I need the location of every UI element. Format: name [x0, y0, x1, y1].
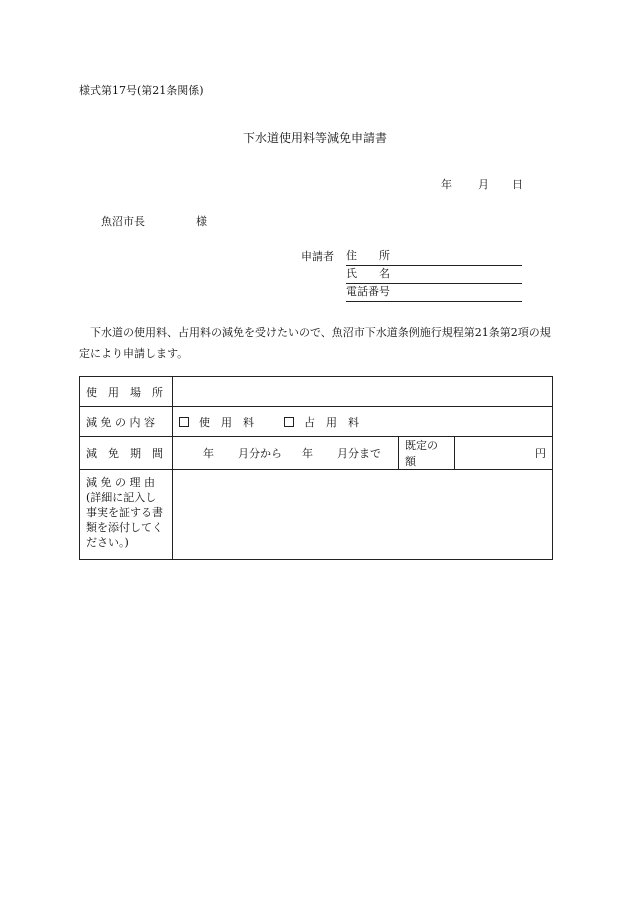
- location-field[interactable]: [173, 377, 553, 407]
- phone-label: 電話番号: [346, 285, 390, 298]
- table-row-period: [80, 437, 553, 470]
- reason-label-line: 事実を証する書: [86, 506, 163, 519]
- period-month-to: 月分まで: [337, 447, 381, 460]
- page-title: 下水道使用料等減免申請書: [242, 131, 387, 145]
- form-number: 様式第17号(第21条関係): [79, 84, 204, 97]
- period-year-to: 年: [302, 447, 313, 460]
- location-label: 使 用 場 所: [80, 377, 173, 407]
- period-month-from: 月分から: [238, 447, 282, 460]
- table-row-content: [80, 407, 553, 437]
- date-day-label: 日: [512, 178, 523, 191]
- content-label: 減 免 の 内 容: [80, 407, 173, 437]
- period-label: 減 免 期 間: [80, 437, 173, 470]
- name-label: 氏 名: [346, 267, 390, 280]
- content-field: [173, 407, 553, 437]
- table-row-reason: [80, 470, 553, 560]
- amount-unit: 円: [535, 447, 547, 460]
- option-usage-fee-label: 使 用 料: [199, 415, 254, 429]
- option-occupancy-fee[interactable]: [284, 414, 359, 430]
- applicant-label: 申請者: [301, 250, 334, 263]
- addressee-name: 魚沼市長: [101, 215, 145, 228]
- checkbox-usage-fee[interactable]: [179, 417, 189, 427]
- reason-label-line: ださい。): [86, 536, 129, 549]
- amount-field[interactable]: [455, 437, 553, 470]
- amount-label: 既定の額: [399, 437, 455, 470]
- body-text: 下水道の使用料、占用料の減免を受けたいので、魚沼市下水道条例施行規程第21条第2項の規定により申請します。: [79, 326, 551, 360]
- period-year-from: 年: [203, 447, 214, 460]
- reason-label: [80, 470, 173, 560]
- reason-label-line: (詳細に記入し: [86, 491, 157, 504]
- applicant-phone-field[interactable]: [346, 283, 522, 302]
- table-row-location: [80, 377, 553, 407]
- applicant-name-field[interactable]: [346, 265, 522, 284]
- addressee-honorific: 様: [196, 215, 207, 228]
- option-usage-fee[interactable]: [179, 414, 254, 430]
- application-table: [79, 376, 553, 560]
- reason-label-line: 減 免 の 理 由: [86, 476, 155, 489]
- address-label: 住 所: [346, 249, 390, 262]
- reason-field[interactable]: [173, 470, 553, 560]
- period-field[interactable]: [173, 437, 399, 470]
- date-month-label: 月: [478, 178, 489, 191]
- reason-label-line: 類を添付してく: [86, 521, 163, 534]
- applicant-address-field[interactable]: [346, 247, 522, 266]
- date-year-label: 年: [441, 178, 452, 191]
- option-occupancy-fee-label: 占 用 料: [304, 415, 359, 429]
- checkbox-occupancy-fee[interactable]: [284, 417, 294, 427]
